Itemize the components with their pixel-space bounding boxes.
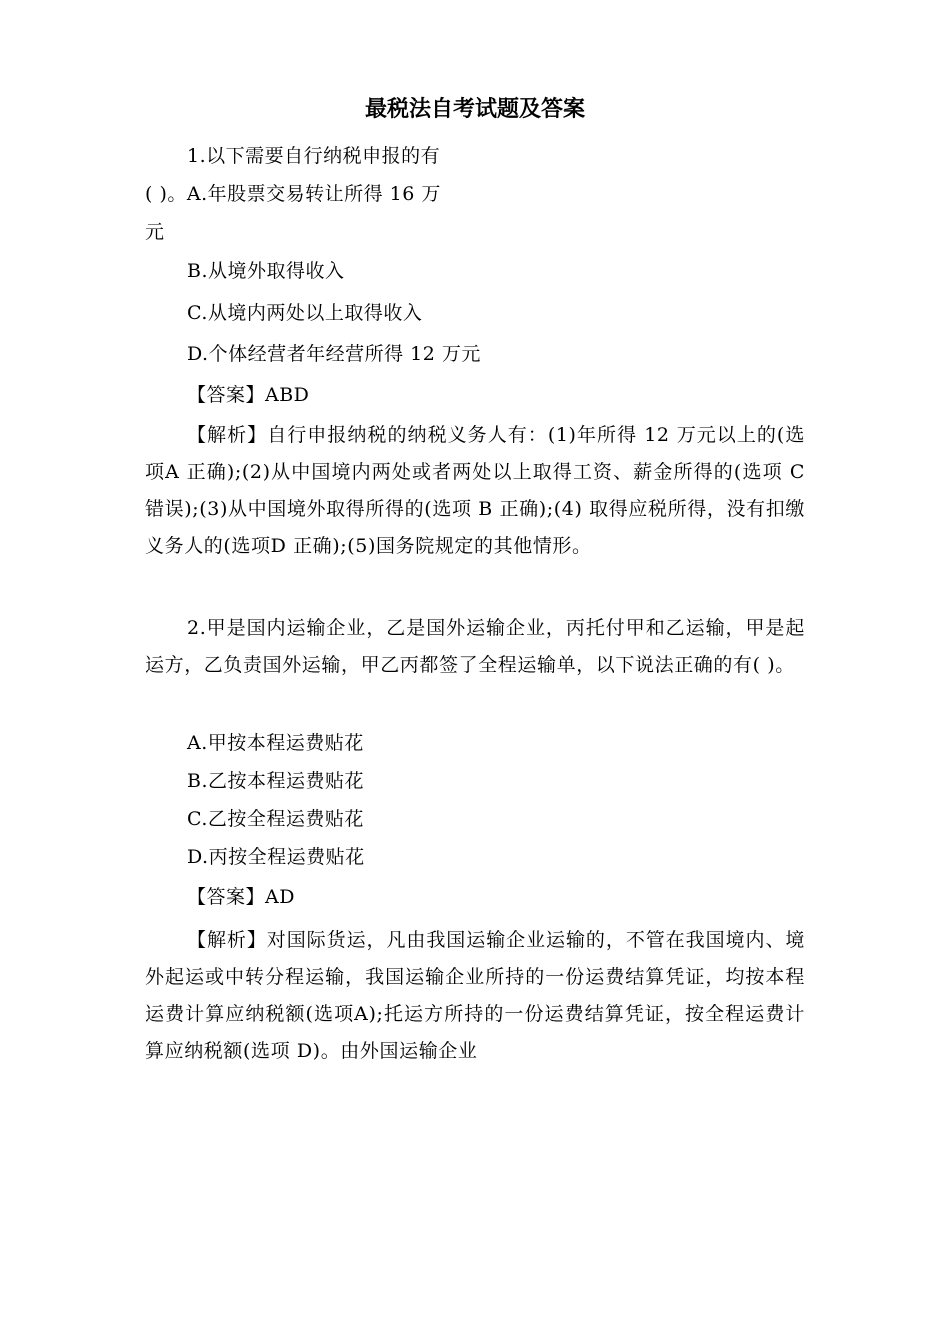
q1-option-c: C.从境内两处以上取得收入 (187, 302, 423, 324)
q2-answer: 【答案】AD (187, 886, 295, 908)
q2-option-c: C.乙按全程运费贴花 (187, 808, 364, 830)
q2-option-d: D.丙按全程运费贴花 (187, 846, 365, 868)
q2-stem: 2.甲是国内运输企业，乙是国外运输企业，丙托付甲和乙运输，甲是起运方，乙负责国外运输，甲乙丙都签了全程运输单，以下说法正确的有( )。 (145, 617, 805, 676)
q1-option-d: D.个体经营者年经营所得 12 万元 (187, 343, 481, 365)
document-title: 最税法自考试题及答案 (364, 96, 585, 122)
q1-option-b: B.从境外取得收入 (187, 260, 345, 282)
q2-option-a: A.甲按本程运费贴花 (187, 732, 364, 754)
q2-option-b: B.乙按本程运费贴花 (187, 770, 365, 792)
q1-stem-line3: 元 (145, 221, 165, 243)
q1-stem-line1: 1.以下需要自行纳税申报的有 (187, 145, 441, 167)
q1-stem-line2: ( )。A.年股票交易转让所得 16 万 (145, 183, 441, 205)
q1-answer: 【答案】ABD (187, 384, 310, 406)
q1-analysis: 【解析】自行申报纳税的纳税义务人有：(1)年所得 12 万元以上的(选项A 正确);(2)从中国境内两处或者两处以上取得工资、薪金所得的(选项 C 错误);(3)从中国境外取得所得的(选项 B 正确);(4) 取得应税所得，没有扣缴义务人的(选项D 正确);(5)国务院规定的其他情形。 (145, 424, 805, 557)
q2-analysis: 【解析】对国际货运，凡由我国运输企业运输的，不管在我国境内、境外起运或中转分程运输，我国运输企业所持的一份运费结算凭证，均按本程运费计算应纳税额(选项A);托运方所持的一份运费结算凭证，按全程运费计算应纳税额(选项 D)。由外国运输企业 (145, 929, 805, 1062)
